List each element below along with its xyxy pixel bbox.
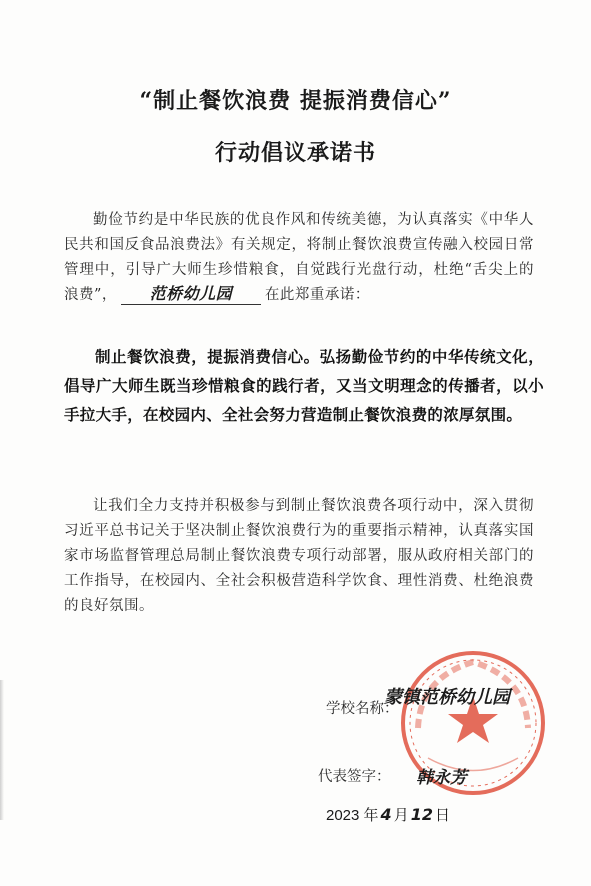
signing-date	[326, 804, 450, 825]
action-paragraph: 让我们全力支持并积极参与到制止餐饮浪费各项行动中，深入贯彻习近平总书记关于坚决制止餐饮浪费行为的重要指示精神，认真落实国家市场监督管理总局制止餐饮浪费专项行动部署，服从政府相关部门的工作指导，在校园内、全社会积极营造科学饮食、理性消费、杜绝浪费的良好氛围。	[64, 498, 534, 614]
date-year: 2023 年	[326, 807, 379, 824]
date-day: 12	[410, 805, 433, 824]
date-day-unit: 日	[434, 807, 450, 824]
letter-subtitle: 行动倡议承诺书	[214, 140, 376, 166]
pledge-lead-in: 在此郑重承诺：	[264, 287, 370, 303]
school-name-signature: 蒙镇范桥幼儿园	[384, 687, 510, 708]
representative-signature: 韩永芳	[416, 768, 467, 788]
date-month-unit: 月	[393, 807, 409, 824]
date-month: 4	[380, 805, 392, 824]
intro-text: 勤俭节约是中华民族的优良作风和传统美德，为认真落实《中华人民共和国反食品浪费法》有关规定，将制止餐饮浪费宣传融入校园日常管理中，引导广大师生珍惜粮食，自觉践行光盘行动，杜绝“舌尖上的浪费”，	[64, 212, 534, 303]
intro-paragraph	[64, 208, 534, 308]
school-name-handwritten: 范桥幼儿园	[121, 284, 261, 305]
school-name-label: 学校名称：	[326, 701, 399, 717]
representative-label: 代表签字：	[318, 769, 391, 785]
pledge-paragraph: 制止餐饮浪费，提振消费信心。弘扬勤俭节约的中华传统文化，倡导广大师生既当珍惜粮食的践行者，又当文明理念的传播者，以小手拉大手，在校园内、全社会努力营造制止餐饮浪费的浓厚氛围。	[64, 348, 544, 424]
scan-edge-shadow	[0, 680, 4, 820]
letter-title: “制止餐饮浪费 提振消费信心”	[139, 88, 452, 114]
